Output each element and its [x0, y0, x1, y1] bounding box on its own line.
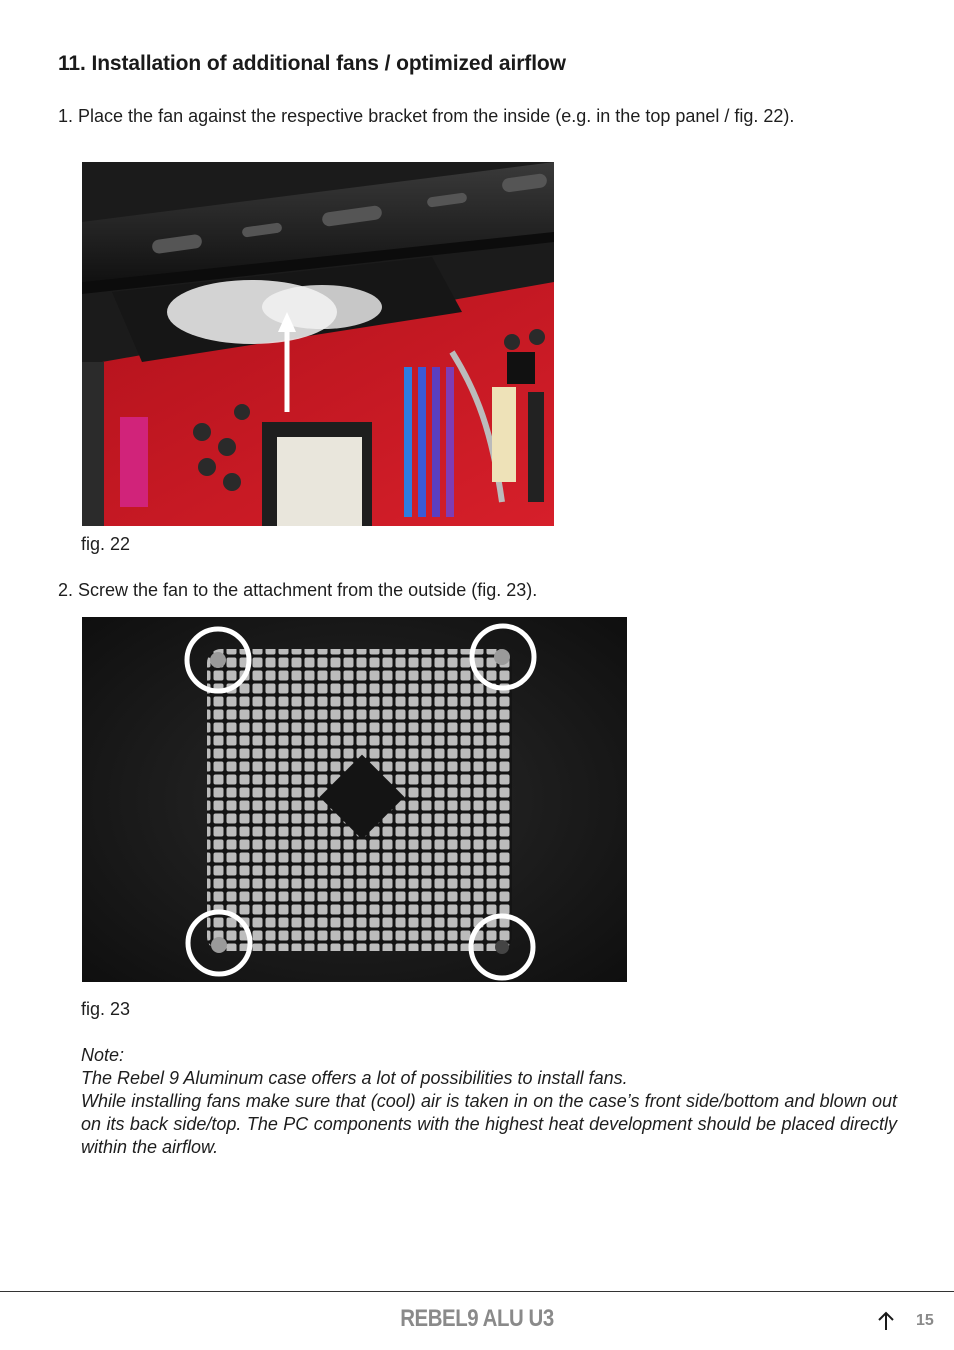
- section-heading: 11. Installation of additional fans / optimized airflow: [58, 52, 566, 75]
- page-number: 15: [916, 1312, 934, 1329]
- note-line-1: The Rebel 9 Aluminum case offers a lot of possibilities to install fans.: [81, 1068, 628, 1088]
- step-1-text: 1. Place the fan against the respective bracket from the inside (e.g. in the top panel / fig. 22).: [58, 106, 795, 126]
- note-label: Note:: [81, 1045, 125, 1065]
- figure-23-image: [82, 617, 627, 982]
- figure-23-caption: fig. 23: [81, 999, 131, 1019]
- footer-divider: [0, 1291, 954, 1292]
- note-line-2: While installing fans make sure that (cool) air is taken in on the case’s front side/bottom and blown out on its back side/top. The PC components with the highest heat development should be placed directly within the airflow.: [81, 1091, 897, 1157]
- figure-22-image: [82, 162, 554, 526]
- footer-title: REBEL9 ALU U3: [400, 1305, 554, 1332]
- up-arrow-icon[interactable]: [876, 1310, 896, 1332]
- note-block: [81, 1044, 897, 1159]
- step-2-text: 2. Screw the fan to the attachment from the outside (fig. 23).: [58, 580, 538, 600]
- figure-22-caption: fig. 22: [81, 534, 131, 554]
